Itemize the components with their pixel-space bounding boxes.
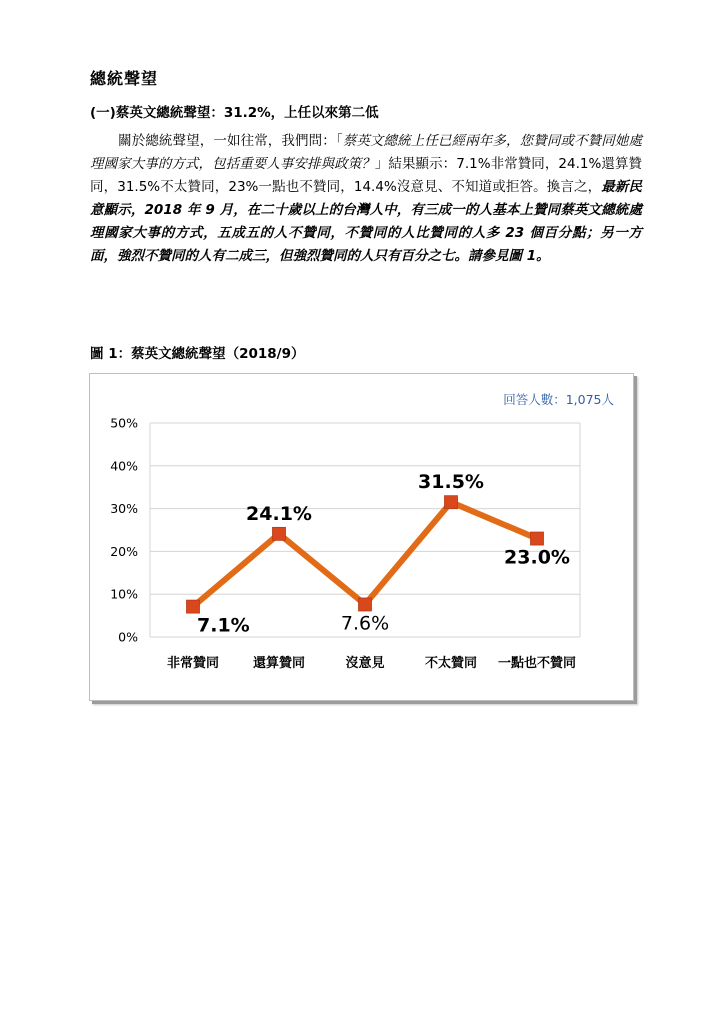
x-axis-labels bbox=[167, 655, 576, 671]
y-tick-label: 10% bbox=[110, 586, 138, 602]
x-tick-label: 一點也不贊同 bbox=[497, 656, 577, 671]
data-markers bbox=[187, 496, 544, 613]
data-label: 7.1% bbox=[197, 614, 250, 637]
subsection-heading: (一)蔡英文總統聲望：31.2%，上任以來第二低 bbox=[90, 105, 379, 121]
data-marker bbox=[359, 598, 372, 611]
series-line bbox=[193, 502, 537, 606]
data-marker bbox=[445, 496, 458, 509]
data-label: 31.5% bbox=[418, 471, 484, 494]
data-marker bbox=[531, 532, 544, 545]
series-line-group bbox=[193, 502, 537, 606]
x-tick-label: 不太贊同 bbox=[424, 656, 478, 671]
y-axis-ticks bbox=[110, 416, 138, 645]
figure-caption: 圖 1：蔡英文總統聲望（2018/9） bbox=[90, 346, 305, 362]
y-tick-label: 20% bbox=[110, 543, 138, 559]
approval-line-chart bbox=[90, 374, 633, 700]
x-tick-label: 沒意見 bbox=[345, 656, 385, 671]
x-tick-label: 非常贊同 bbox=[166, 656, 220, 671]
paragraph-emphasis: 最新民意顯示，2018 年 9 月，在二十歲以上的台灣人中，有三成一的人基本上贊同蔡英文總統處理國家大事的方式，五成五的人不贊同，不贊同的人比贊同的人多 23 個百分點；另一方面，強烈不贊同的人有二成三，但強烈贊同的人只有百分之七。請參見圖 1。 bbox=[90, 179, 642, 264]
y-tick-label: 50% bbox=[110, 415, 138, 431]
x-tick-label: 還算贊同 bbox=[252, 656, 306, 671]
y-tick-label: 40% bbox=[110, 458, 138, 474]
chart-frame bbox=[89, 373, 634, 701]
y-tick-label: 0% bbox=[118, 629, 138, 645]
paragraph-result: 」結果顯示：7.1%非常贊同，24.1%還算贊同，31.5%不太贊同，23%一點也不贊同，14.4%沒意見、不知道或拒答。換言之， bbox=[90, 156, 643, 195]
data-label: 7.6% bbox=[340, 612, 390, 635]
data-label: 24.1% bbox=[246, 502, 312, 525]
section-heading: 總統聲望 bbox=[90, 69, 159, 88]
data-label: 23.0% bbox=[504, 546, 570, 569]
data-marker bbox=[187, 600, 200, 613]
body-paragraph bbox=[90, 130, 642, 268]
y-tick-label: 30% bbox=[110, 501, 138, 517]
respondent-count-annotation: 回答人數：1,075人 bbox=[503, 392, 614, 407]
data-marker bbox=[273, 527, 286, 540]
survey-question: 蔡英文總統上任已經兩年多，您贊同或不贊同她處理國家大事的方式，包括重要人事安排與政策？ bbox=[90, 133, 643, 172]
paragraph-intro: 關於總統聲望，一如往常，我們問：「 bbox=[118, 133, 343, 149]
